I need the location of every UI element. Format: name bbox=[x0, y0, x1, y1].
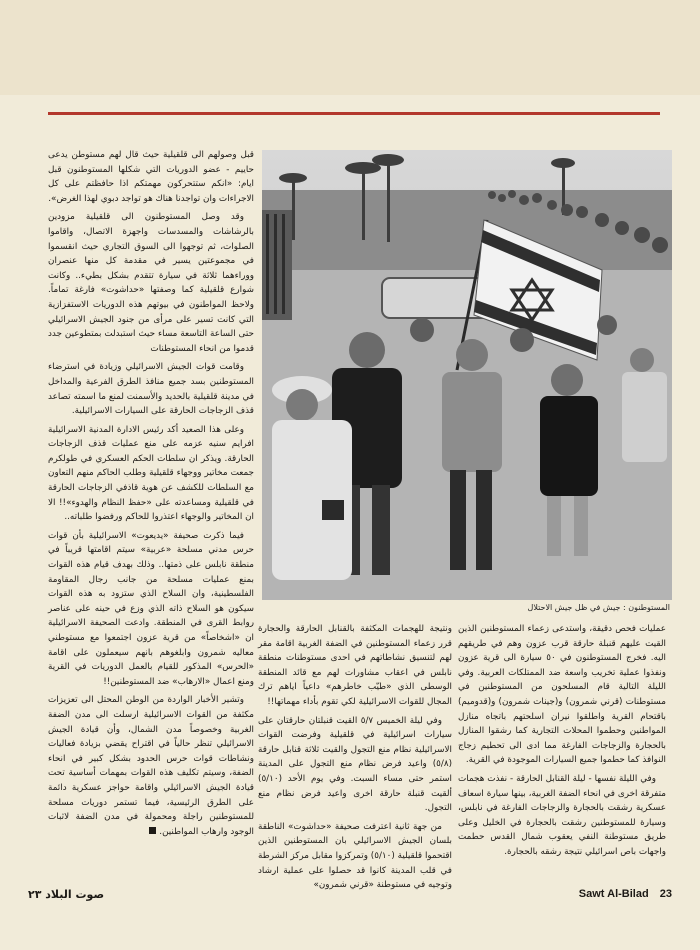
paragraph: وعلى هذا الصعيد أكد رئيس الادارة المدنية الاسرائيلية افرايم سنيه عزمه على منع عمليات قذف الزجاجات الحارقة. ويذكر ان سلطات الحكم العسكري في طولكرم جمعت مخاتير ووجهاء قلقيلية وطلب الحاكم منهم التعاون مع السلطات للكشف عن هوية قاذفي الزجاجات الحارقة في قلقيلية ومساعدته على «حفظ النظام والهدوء»!! الا ان المخاتير والوجهاء اعتذروا للحاكم ورفضوا طلباته.. bbox=[48, 424, 254, 523]
end-of-article-mark bbox=[149, 827, 156, 834]
paragraph: وقامت قوات الجيش الاسرائيلي وزيادة في استرضاء المستوطنين بسد جميع منافذ الطرق الفرعية والمداخل في مدينة قلقيلية بالحديد والأسمنت لمنع ما اسمته تصاعد قذف الزجاجات الحارقة على السيارات الاسرائيلية. bbox=[48, 362, 254, 417]
photo-caption: المستوطنون : جيش في ظل جيش الاحتلال bbox=[527, 603, 670, 612]
header-rule bbox=[48, 112, 660, 115]
paragraph: وفي ليلة الخميس ٥/٧ القيت قنبلتان حارقتان على سيارات اسرائيلية في قلقيلية وفرضت القوات الاسرائيلية نظام منع التجول والقيت ثلاثة قنابل حارقة (٥/٨) واعيد فرض نظام منع التجول على المدينة استمر حتى مساء السبت. وفي يوم الأحد (٥/١٠) ألقيت قنبلة حارقة اخرى واعيد فرض نظام منع التجول. bbox=[258, 715, 452, 814]
footer-magazine-name-en: Sawt Al-Bilad bbox=[578, 888, 649, 900]
paragraph: من جهة ثانية اعترفت صحيفة «حداشوت» الناطقة بلسان الجيش الاسرائيلي بان المستوطنين الذين اقتحموا قلقيلية (٥/١٠) وتمركزوا مقابل مركز الشرطة في قلب المدينة كانوا قد حصلوا على عملية ارشاد وتوجيه في مستوطنة «قرني شمرون» bbox=[258, 821, 453, 891]
paragraph bbox=[48, 693, 254, 839]
photo-illustration bbox=[262, 150, 672, 600]
article-column-left bbox=[48, 148, 254, 883]
footer-magazine-arabic bbox=[28, 888, 104, 901]
footer-page-number-en: 23 bbox=[659, 888, 672, 900]
footer-magazine-english bbox=[571, 888, 672, 900]
paragraph: قبل وصولهم الى قلقيلية حيث قال لهم مستوطن يدعى حاييم - عضو الدوريات التي شكلها المستوطنون قبل ايام: «انكم ستتحركون مهمتكم اذا حافظتم على كل الاجراءات وان تواجدنا هناك هو تواجد دبوي لهذا الغرض». bbox=[48, 150, 254, 204]
article-column-middle bbox=[258, 622, 453, 891]
paragraph-text: وتشير الأخبار الواردة من الوطن المحتل الى تعزيزات مكثفة من القوات الاسرائيلية ارسلت الى مدن الضفة الغربية وخصوصاً مدن الشمال، وأن قيادة الجيش الاسرائيلي تنظر حالياً في اقتراح يقضي بزيادة فعاليات ونشاطات قوات حرس الحدود بشكل كبير في انحاء الضفة، وسيتم تكليف هذه القوات بمهمات أساسية تحت قيادة الجيش الاسرائيلي واقامة حواجز عسكرية دائمة على الطرق الرئيسية، فيما تستمر دوريات مسلحة للمستوطنين راجلة ومحمولة في مدن الضفة لاثبات الوجود وارهاب المواطنين. bbox=[48, 695, 254, 837]
footer-magazine-name-ar: صوت البلاد bbox=[45, 888, 105, 901]
paragraph: ونتيجة للهجمات المكثفة بالقنابل الحارقة والحجارة قرر زعماء المستوطنين في الضفة الغربية اقامة مقر لهم لتنسيق نشاطاتهم في احدى مستوطنات منطقة نابلس في اعقاب مشاورات لهم مع قائد المنطقة الوسطى الذي «طيّب خاطرهم» داعياً اياهم ترك المجال للقوات الاسرائيلية لكي تقوم بأداء مهماتها!! bbox=[258, 624, 452, 707]
paragraph: فيما ذكرت صحيفة «يديعوت» الاسرائيلية بأن قوات حرس مدني مسلحة «عربية» سيتم اقامتها قريباً في منطقة نابلس على ذمتها.. وذلك بهدف قيام هذه القوات بمنع عمليات مسلحة من جانب رجال المقاومة الفلسطينية، وان السلاح الذي ستزود به هذه القوات سيكون هو السلاح ذاته الذي وزع في حينه على عناصر روابط القرى في المنطقة. وادعت الصحيفة الاسرائيلية ان «اشخاصاً» من قرية عزون اجتمعوا مع مستوطني معاليه شمرون وابلغوهم بانهم سيعملون على اقامة «الحرس» المذكور للقيام بالعمل الدوريات في القرية ومنع اعمال «الارهاب» ضد المستوطنين!! bbox=[48, 530, 254, 687]
article-photo bbox=[262, 150, 672, 600]
footer-page-number-ar: ٢٣ bbox=[28, 888, 42, 901]
top-band bbox=[0, 0, 700, 95]
article-column-right bbox=[458, 622, 666, 880]
paragraph: وقد وصل المستوطنون الى قلقيلية مزودين بالرشاشات والمسدسات واجهزة الاتصال، واقاموا الصلوات، ثم توجهوا الى السوق التجاري حيث انقسموا في مجموعتين يسير في مقدمة كل منها عنصران ووراءهما ثلاثة في سيارة تتقدم بشكل بطيء.. وكانت شوارع قلقيلية كما وصفتها «حداشوت» فارغة تماماً. ولاحظ المواطنون في بيوتهم هذه الدوريات الاستفزازية التي كانت تسير على مرأى من جنود الجيش الاسرائيلي حتى الساعة التاسعة مساء حيث استبدلت بمتطوعين جدد قدموا من انحاء المستوطنات bbox=[48, 212, 254, 354]
paragraph: عمليات فحص دقيقة، واستدعى زعماء المستوطنين الذين القيت عليهم قنبلة حارقة قرب عزون وهم في طريقهم اليه. فخرج المستوطنون في ٥٠ سيارة الى قرية عزون ونفذوا عملية تخريب واسعة ضد الممتلكات العربية. وفي الليلة التالية قام المسلحون من المستوطنين في مستوطنات (قرني شمرون) و(جينات شمرون) و(قدوميم) باقتحام القرية واطلقوا نيران اسلحتهم باتجاه منازل المواطنين وحطموا المحلات التجارية كما رشقوا المنازل بالحجارة والزجاجات الفارغة مما ادى الى تحطيم زجاج النوافذ كما حطموا جميع السيارات الموجودة في القرية. bbox=[458, 624, 666, 766]
paragraph: وفي الليلة نفسها - ليلة القنابل الحارقة - نفذت هجمات متفرقة اخرى في انحاء الضفة الغربية، بينها سيارة اسعاف عسكرية رشقت بالحجارة والزجاجات الفارغة في نابلس، وسيارة للمستوطنين رشقت بالحجارة في الخليل وعلى طريق مستوطنة النفي يعقوب شمال القدس حطمت واجهات باص اسرائيلي نتيجة رشقه بالحجارة. bbox=[458, 773, 666, 857]
